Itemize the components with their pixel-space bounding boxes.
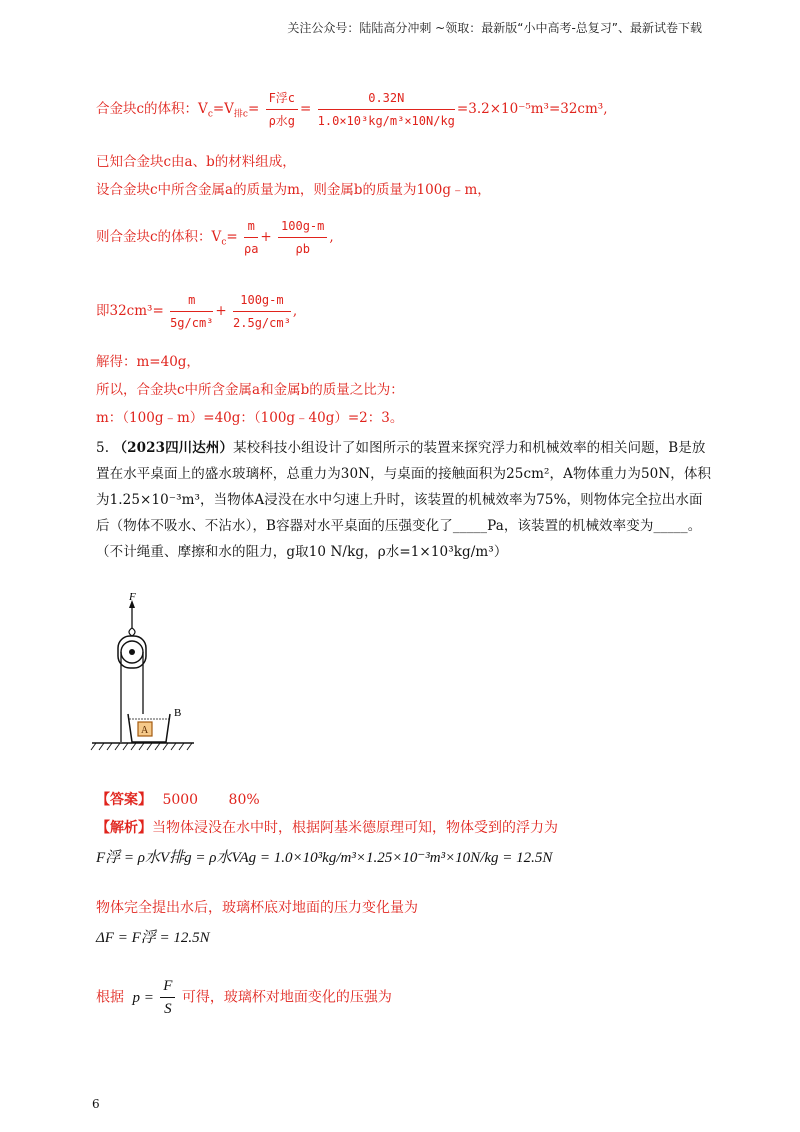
force-label: F <box>129 591 136 603</box>
fraction-rest-over-rho-b: $\frac{100g-m}{\rho b}$ <box>278 216 327 259</box>
question-text: 某校科技小组设计了如图所示的装置来探究浮力和机械效率的相关问题，B是放置在水平桌面上的盛水玻璃杯，总重力为30N，与桌面的接触面积为25cm²，A物体重力为50N，体积为1.25×10⁻³m³，当物体A浸没在水中匀速上升时，该装置的机械效率为75%，则物体完全拉出水面后（物体不吸水、不沾水），B容器对水平桌面的压强变化了_____Pa，该装置的机械效率变为_____。（不计绳重、摩擦和水的阻力，g取10 N/kg，ρ水=1×10³kg/m³） <box>96 440 712 560</box>
question-source: （2023四川达州） <box>113 440 234 456</box>
solution-line-equation: 即32cm³= $\frac{m}{\text{5g/cm³}}$ + $\frac{100g-m}{\text{2.5g/cm³}}$ , <box>96 290 297 333</box>
volume-c-prefix: 合金块c的体积：V <box>96 101 208 117</box>
block-label: A <box>141 725 149 736</box>
solution-line-composition: 已知合金块c由a、b的材料组成， <box>96 154 296 170</box>
volume-c-result: =3.2×10⁻⁵m³=32cm³, <box>456 101 608 117</box>
fraction-m-over-rho-a: $\frac{m}{\rho a}$ <box>244 216 258 259</box>
analysis-line-3 <box>96 976 392 1019</box>
answer-value-efficiency: 80% <box>228 792 260 808</box>
fraction-m-over-density-a: $\frac{m}{\text{5g/cm³}}$ <box>170 290 213 333</box>
solution-line-ratio-intro: 所以，合金块c中所含金属a和金属b的质量之比为： <box>96 382 404 398</box>
page-number: 6 <box>92 1097 100 1111</box>
pulley-diagram <box>88 590 198 760</box>
page-header: 关注公众号：陆陆高分冲刺 ~领取：最新版“小中高考-总复习”、最新试卷下载 <box>287 21 702 35</box>
fraction-rest-over-density-b: $\frac{100g-m}{\text{2.5g/cm³}}$ <box>233 290 291 333</box>
fraction-buoyancy-over-rho-g: $\frac{\text{F浮c}}{\text{ρ水g}}$ <box>266 88 298 131</box>
question-5 <box>96 435 716 565</box>
answer-line <box>96 790 260 810</box>
equation-prefix: 即32cm³= <box>96 303 164 319</box>
solution-line-result-m: 解得：m=40g， <box>96 354 200 370</box>
pulley-figure <box>88 590 198 764</box>
analysis-intro <box>96 818 558 838</box>
question-number: 5. <box>96 440 110 456</box>
solution-line-ratio: m：（100g﹣m）=40g：（100g﹣40g）=2：3。 <box>96 410 404 426</box>
solution-line-volume-c: 合金块c的体积：$V_c=V_{排c}=$ $\frac{\text{F浮c}}{\text{ρ水g}}$ = $\frac{0.32N}{\text{1.0×10³kg/m³×10N/kg}}$ =3.2×10⁻⁵m³=32cm³, <box>96 88 608 131</box>
answer-tag: 【答案】 <box>96 792 152 808</box>
analysis-tag: 【解析】 <box>96 820 152 836</box>
analysis-text-3-prefix: 根据 <box>96 989 124 1006</box>
analysis-text-3-suffix: 可得，玻璃杯对地面变化的压强为 <box>181 989 392 1006</box>
fraction-numeric-volume: $\frac{0.32N}{\text{1.0×10³kg/m³×10N/kg}}$ <box>318 88 455 131</box>
answer-value-pressure: 5000 <box>162 792 199 808</box>
container-label: B <box>174 707 182 719</box>
formula-force-change: ΔF = F浮 = 12.5N <box>96 930 210 946</box>
formula-buoyancy: F浮 = ρ水V排g = ρ水VAg = 1.0×10³kg/m³×1.25×10⁻³m³×10N/kg = 12.5N <box>96 850 553 866</box>
solution-line-assume-mass: 设合金块c中所含金属a的质量为m，则金属b的质量为100g﹣m， <box>96 182 491 198</box>
formula-pressure-lhs: p = <box>132 989 154 1006</box>
fraction-f-over-s: $\frac{F}{S}$ <box>160 976 175 1019</box>
volume-expression-prefix: 则合金块c的体积：V <box>96 229 222 245</box>
analysis-text-1: 当物体浸没在水中时，根据阿基米德原理可知，物体受到的浮力为 <box>152 820 558 836</box>
analysis-text-2: 物体完全提出水后，玻璃杯底对地面的压力变化量为 <box>96 900 418 916</box>
solution-line-volume-expression: 则合金块c的体积：$V_c=$ $\frac{m}{\rho a}$ + $\frac{100g-m}{\rho b}$ , <box>96 216 334 259</box>
